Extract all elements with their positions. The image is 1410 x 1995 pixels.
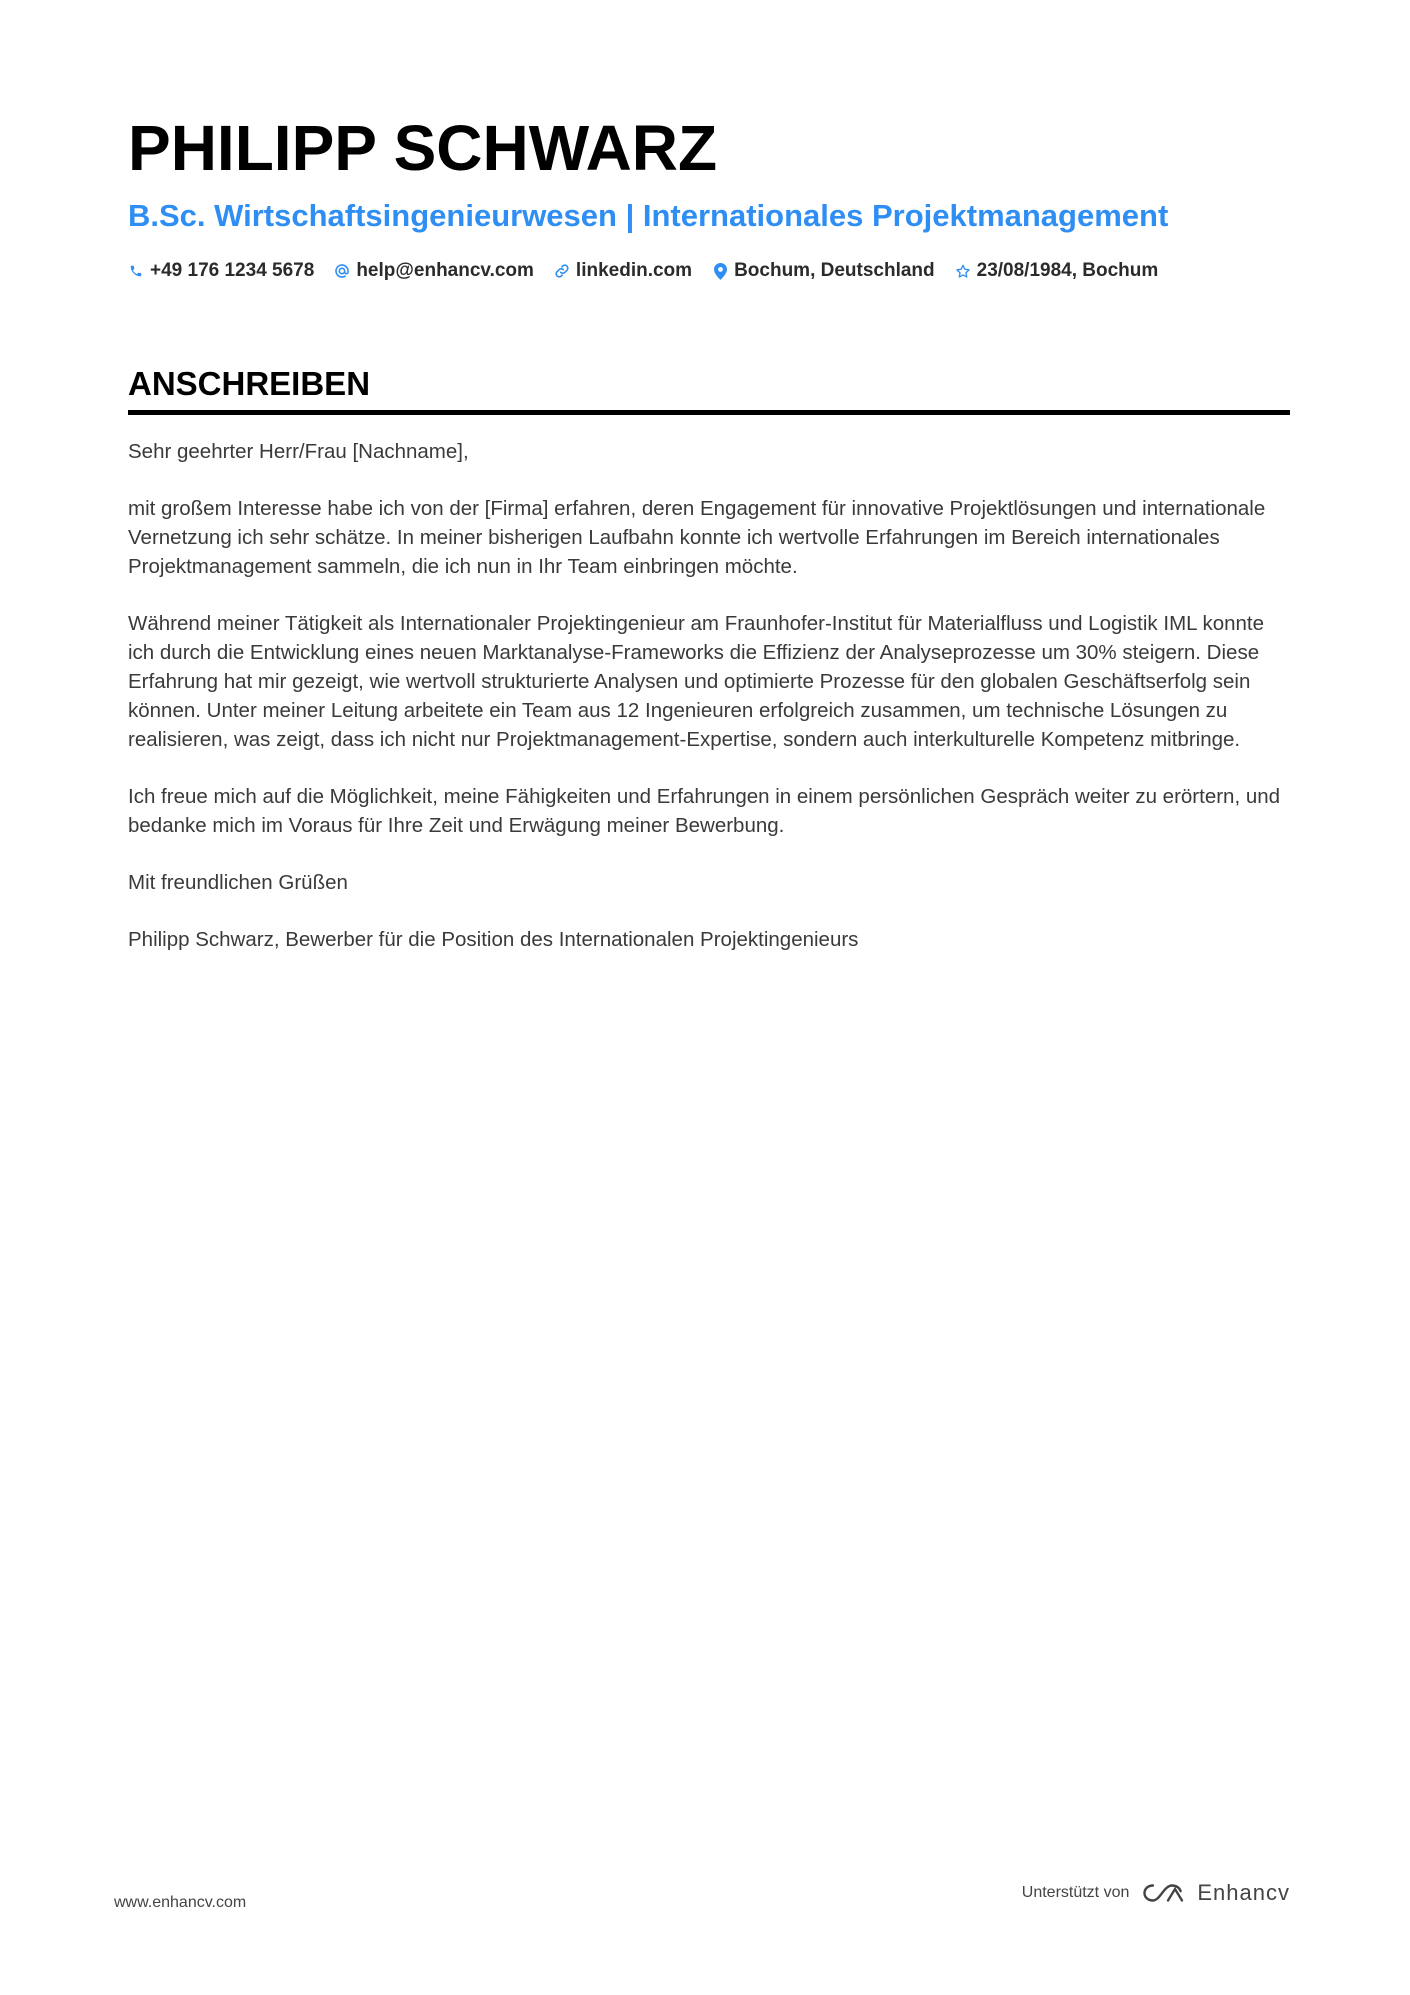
applicant-name: PHILIPP SCHWARZ: [128, 112, 718, 184]
contact-birth-text: 23/08/1984, Bochum: [976, 260, 1159, 281]
location-pin-icon: [712, 262, 728, 280]
section-title: ANSCHREIBEN: [128, 364, 1290, 415]
enhancv-logo-icon: [1141, 1881, 1187, 1905]
footer-website[interactable]: www.enhancv.com: [114, 1894, 247, 1911]
enhancv-logo[interactable]: [1141, 1880, 1290, 1906]
applicant-subtitle: B.Sc. Wirtschaftsingenieurwesen | Internationales Projektmanagement: [128, 198, 1169, 233]
contact-phone-text: +49 176 1234 5678: [150, 260, 315, 281]
enhancv-logo-text: Enhancv: [1197, 1880, 1290, 1905]
letter-body: [128, 437, 1290, 954]
contact-bar: [128, 258, 1290, 284]
contact-linkedin-text: linkedin.com: [575, 260, 693, 281]
contact-location-text: Bochum, Deutschland: [734, 260, 935, 281]
star-icon: [955, 262, 971, 280]
contact-birth: [955, 258, 1159, 284]
contact-linkedin[interactable]: [554, 258, 692, 284]
contact-email-text: help@enhancv.com: [356, 260, 534, 281]
phone-icon: [128, 262, 144, 280]
letter-signature: Philipp Schwarz, Bewerber für die Position des Internationalen Projektingenieurs: [128, 928, 859, 951]
contact-email[interactable]: [334, 258, 534, 284]
at-icon: [334, 262, 350, 280]
letter-paragraph: Während meiner Tätigkeit als Internationaler Projektingenieur am Fraunhofer-Institut für Materialfluss und Logistik IML konnte ich durch die Entwicklung eines neuen Marktanalyse-Frameworks die Effizienz der Analyseprozesse um 30% steigern. Diese Erfahrung hat mir gezeigt, wie wertvoll strukturierte Analysen und optimierte Prozesse für den globalen Geschäftserfolg sein können. Unter meiner Leitung arbeitete ein Team aus 12 Ingenieuren erfolgreich zusammen, um technische Lösungen zu realisieren, was zeigt, dass ich nicht nur Projektmanagement-Expertise, sondern auch interkulturelle Kompetenz mitbringe.: [128, 612, 1265, 751]
cover-letter-page: [128, 108, 1290, 982]
link-icon: [554, 262, 570, 280]
letter-paragraph: mit großem Interesse habe ich von der [Firma] erfahren, deren Engagement für innovative Projektlösungen und internationale Vernetzung ich sehr schätze. In meiner bisherigen Laufbahn konnte ich wertvolle Erfahrungen im Bereich internationales Projektmanagement sammeln, die ich nun in Ihr Team einbringen möchte.: [128, 497, 1266, 578]
contact-location: [712, 258, 935, 284]
letter-closing: Mit freundlichen Grüßen: [128, 871, 348, 894]
letter-paragraph: Ich freue mich auf die Möglichkeit, meine Fähigkeiten und Erfahrungen in einem persönlichen Gespräch weiter zu erörtern, und bedanke mich im Voraus für Ihre Zeit und Erwägung meiner Bewerbung.: [128, 785, 1281, 837]
contact-phone[interactable]: [128, 258, 314, 284]
powered-by-label: Unterstützt von: [1021, 1884, 1130, 1901]
letter-salutation: Sehr geehrter Herr/Frau [Nachname],: [128, 440, 469, 463]
footer-branding: [1022, 1880, 1290, 1906]
